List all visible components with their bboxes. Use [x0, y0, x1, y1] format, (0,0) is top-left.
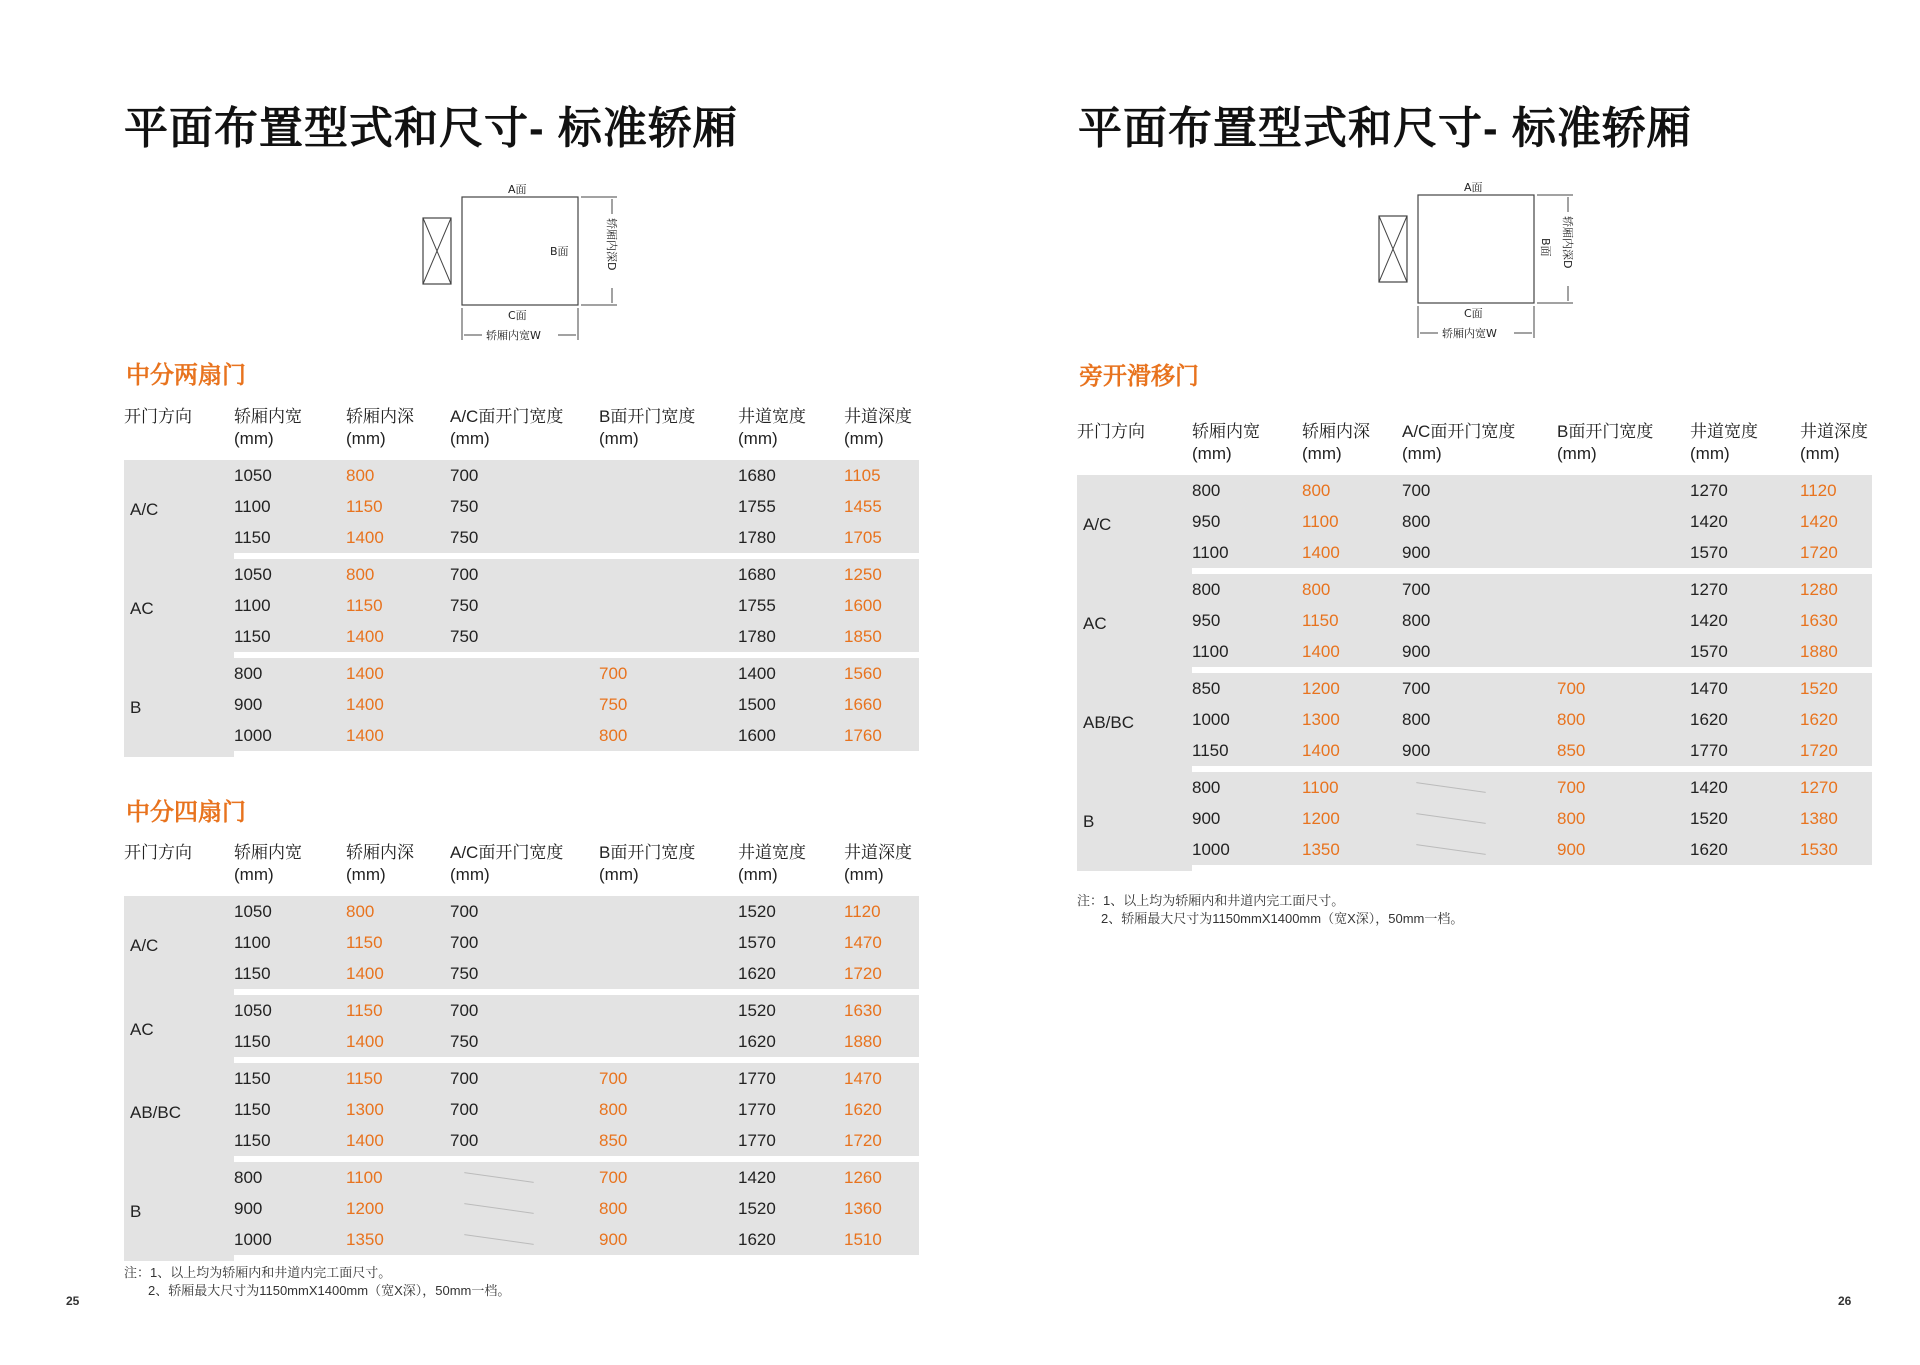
- table-cell: 800: [1402, 605, 1557, 636]
- table-cell: 1455: [844, 491, 919, 522]
- table-cell: 1420: [1800, 506, 1872, 537]
- table-cell: 1755: [738, 491, 844, 522]
- table-row: [124, 927, 919, 958]
- table-cell: 1000: [1192, 834, 1302, 871]
- table-cell: 700: [450, 995, 599, 1026]
- table-row: [124, 590, 919, 621]
- table-cell: [599, 927, 738, 958]
- table-cell: [599, 491, 738, 522]
- table-cell: 1680: [738, 460, 844, 491]
- table-cell: [1557, 605, 1690, 636]
- table-cell: 1280: [1800, 574, 1872, 605]
- table-cell: 1520: [1690, 803, 1800, 834]
- table-cell: 700: [450, 1094, 599, 1125]
- table-cell: 700: [599, 1162, 738, 1193]
- table-cell: 800: [346, 559, 450, 590]
- table-cell: 1100: [1192, 636, 1302, 673]
- table-row: [124, 522, 919, 559]
- table-cell: 1260: [844, 1162, 919, 1193]
- table-row: [1077, 605, 1872, 636]
- table-row: [1077, 574, 1872, 605]
- table-cell: 1600: [738, 720, 844, 757]
- table-cell: 1150: [346, 491, 450, 522]
- table-cell: 1050: [234, 460, 346, 491]
- column-header: 井道宽度 (mm): [738, 843, 806, 884]
- table-cell: 700: [450, 460, 599, 491]
- table-row: [124, 1224, 919, 1261]
- a-face-label: A面: [1464, 181, 1483, 194]
- table-cell: 800: [346, 896, 450, 927]
- table-cell: 700: [1557, 673, 1690, 704]
- table-cell: 1400: [738, 658, 844, 689]
- table-cell: 1780: [738, 522, 844, 559]
- table-cell: 900: [599, 1224, 738, 1261]
- depth-dimension-label: 轿厢内深D: [605, 218, 618, 271]
- table-cell: 1150: [346, 927, 450, 958]
- table-cell: 1850: [844, 621, 919, 658]
- section-title-center-two-panel: 中分两扇门: [126, 362, 246, 389]
- table-cell: 1300: [1302, 704, 1402, 735]
- table-cell: 700: [1402, 673, 1557, 704]
- table-row: [124, 958, 919, 995]
- door-direction-cell: AB/BC: [124, 1063, 234, 1162]
- table-cell: 800: [1557, 704, 1690, 735]
- table-cell: 1720: [1800, 537, 1872, 574]
- table-cell: 1770: [738, 1063, 844, 1094]
- table-cell: 750: [450, 621, 599, 658]
- table-cell: [599, 958, 738, 995]
- table-row: [1077, 673, 1872, 704]
- table-cell: [599, 559, 738, 590]
- column-header: A/C面开门宽度 (mm): [450, 843, 564, 884]
- table-row: [124, 491, 919, 522]
- table-cell: 750: [450, 590, 599, 621]
- table-cell: 1150: [234, 1125, 346, 1162]
- table-cell: 1620: [738, 1224, 844, 1261]
- table-cell: [599, 1026, 738, 1063]
- door-direction-cell: A/C: [1077, 475, 1192, 574]
- table-row: [124, 1026, 919, 1063]
- table-cell: 1000: [1192, 704, 1302, 735]
- c-face-label: C面: [1464, 307, 1483, 320]
- door-direction-cell: AB/BC: [1077, 673, 1192, 772]
- table-cell: 1705: [844, 522, 919, 559]
- column-header: 轿厢内深 (mm): [346, 843, 414, 884]
- table-cell: 1105: [844, 460, 919, 491]
- table-cell: 1420: [1690, 506, 1800, 537]
- a-face-label: A面: [508, 183, 527, 196]
- table-row: [1077, 506, 1872, 537]
- table-cell: 700: [1557, 772, 1690, 803]
- table-cell: 1720: [844, 958, 919, 995]
- table-row: [124, 460, 919, 491]
- door-direction-cell: B: [124, 1162, 234, 1261]
- car-plan-diagram: [1376, 176, 1606, 346]
- table-cell: 1520: [738, 896, 844, 927]
- table-cell: 1150: [346, 1063, 450, 1094]
- table-cell: [450, 1193, 599, 1224]
- page-number: 26: [1838, 1294, 1852, 1308]
- column-header: 井道深度 (mm): [844, 843, 912, 884]
- table-cell: 1560: [844, 658, 919, 689]
- table-cell: 1680: [738, 559, 844, 590]
- right-page: [960, 0, 1920, 1365]
- table-cell: 1150: [346, 995, 450, 1026]
- table-cell: 1570: [1690, 636, 1800, 673]
- spec-table-center-two-panel: [124, 406, 919, 757]
- column-header: 井道宽度 (mm): [738, 407, 806, 448]
- table-cell: [450, 689, 599, 720]
- table-cell: 1050: [234, 559, 346, 590]
- table-cell: [599, 995, 738, 1026]
- footnote: [1077, 892, 1463, 928]
- table-cell: 1150: [234, 958, 346, 995]
- table-cell: [450, 720, 599, 757]
- table-cell: 1620: [738, 1026, 844, 1063]
- table-cell: 1250: [844, 559, 919, 590]
- column-header: 开门方向: [124, 407, 192, 426]
- table-cell: 1400: [1302, 735, 1402, 772]
- table-cell: 950: [1192, 506, 1302, 537]
- table-cell: 800: [346, 460, 450, 491]
- table-cell: 1400: [346, 621, 450, 658]
- table-cell: 700: [599, 658, 738, 689]
- table-cell: 700: [450, 1063, 599, 1094]
- table-cell: 1570: [738, 927, 844, 958]
- spec-table-center-four-panel: [124, 842, 919, 1261]
- table-cell: 750: [450, 958, 599, 995]
- table-cell: 1620: [1690, 704, 1800, 735]
- car-plan-diagram: [420, 178, 650, 348]
- table-cell: 1270: [1690, 475, 1800, 506]
- table-cell: 900: [234, 689, 346, 720]
- table-cell: 1120: [844, 896, 919, 927]
- table-cell: [450, 1162, 599, 1193]
- table-cell: 850: [1192, 673, 1302, 704]
- table-cell: 1400: [346, 958, 450, 995]
- b-face-label: B面: [1539, 238, 1552, 257]
- table-cell: 1350: [1302, 834, 1402, 871]
- table-cell: 800: [1192, 772, 1302, 803]
- table-row: [1077, 475, 1872, 506]
- table-cell: 700: [450, 927, 599, 958]
- table-cell: 1760: [844, 720, 919, 757]
- table-cell: 1620: [844, 1094, 919, 1125]
- width-dimension-label: 轿厢内宽W: [1442, 327, 1497, 340]
- table-cell: 1380: [1800, 803, 1872, 834]
- table-cell: [1402, 803, 1557, 834]
- table-cell: 1360: [844, 1193, 919, 1224]
- table-cell: 1050: [234, 896, 346, 927]
- c-face-label: C面: [508, 309, 527, 322]
- table-row: [1077, 803, 1872, 834]
- table-cell: 1620: [738, 958, 844, 995]
- table-cell: 1350: [346, 1224, 450, 1261]
- table-cell: 800: [1402, 506, 1557, 537]
- table-row: [124, 1193, 919, 1224]
- column-header: B面开门宽度 (mm): [599, 407, 696, 448]
- table-cell: 850: [1557, 735, 1690, 772]
- table-cell: 1660: [844, 689, 919, 720]
- table-cell: 800: [1302, 574, 1402, 605]
- table-cell: 1530: [1800, 834, 1872, 871]
- column-header: 轿厢内宽 (mm): [234, 407, 302, 448]
- table-cell: [450, 1224, 599, 1261]
- table-cell: 1200: [1302, 803, 1402, 834]
- table-cell: 1120: [1800, 475, 1872, 506]
- table-cell: 1620: [1800, 704, 1872, 735]
- table-row: [1077, 636, 1872, 673]
- column-header: 轿厢内深 (mm): [346, 407, 414, 448]
- table-cell: 1570: [1690, 537, 1800, 574]
- column-header: 轿厢内宽 (mm): [1192, 422, 1260, 463]
- column-header: 井道宽度 (mm): [1690, 422, 1758, 463]
- table-cell: 1100: [346, 1162, 450, 1193]
- table-cell: 750: [599, 689, 738, 720]
- b-face-label: B面: [550, 245, 569, 258]
- table-cell: 950: [1192, 605, 1302, 636]
- table-cell: 1300: [346, 1094, 450, 1125]
- table-cell: 1400: [346, 1026, 450, 1063]
- footnote-line-1: 注：1、以上均为轿厢内和井道内完工面尺寸。: [1077, 893, 1345, 908]
- footnote-line-2: 2、轿厢最大尺寸为1150mmX1400mm（宽X深），50mm一档。: [1101, 911, 1464, 926]
- footnote-line-2: 2、轿厢最大尺寸为1150mmX1400mm（宽X深），50mm一档。: [148, 1283, 511, 1298]
- table-cell: 1720: [1800, 735, 1872, 772]
- table-cell: 700: [450, 1125, 599, 1162]
- table-cell: 1770: [738, 1094, 844, 1125]
- table-cell: 1150: [234, 1094, 346, 1125]
- column-header: B面开门宽度 (mm): [1557, 422, 1654, 463]
- table-cell: 1400: [1302, 537, 1402, 574]
- table-cell: [1557, 636, 1690, 673]
- table-cell: 1620: [1690, 834, 1800, 871]
- table-cell: 1050: [234, 995, 346, 1026]
- door-direction-cell: AC: [1077, 574, 1192, 673]
- table-cell: 700: [450, 896, 599, 927]
- table-row: [124, 1063, 919, 1094]
- table-row: [124, 689, 919, 720]
- table-cell: [599, 896, 738, 927]
- table-cell: 750: [450, 491, 599, 522]
- table-cell: 1400: [346, 522, 450, 559]
- table-cell: [1557, 574, 1690, 605]
- table-cell: 800: [1302, 475, 1402, 506]
- door-direction-cell: B: [124, 658, 234, 757]
- table-cell: 1150: [234, 1063, 346, 1094]
- section-title-center-four-panel: 中分四扇门: [126, 799, 246, 826]
- table-cell: 900: [1557, 834, 1690, 871]
- table-cell: [1557, 475, 1690, 506]
- table-cell: 1100: [234, 491, 346, 522]
- table-cell: 1630: [844, 995, 919, 1026]
- page-title: 平面布置型式和尺寸- 标准轿厢: [124, 104, 738, 153]
- table-cell: 1630: [1800, 605, 1872, 636]
- table-cell: 800: [1192, 475, 1302, 506]
- table-cell: 700: [1402, 475, 1557, 506]
- table-cell: 800: [599, 1193, 738, 1224]
- table-row: [124, 720, 919, 757]
- table-cell: 1470: [844, 1063, 919, 1094]
- table-row: [1077, 704, 1872, 735]
- table-cell: [1402, 772, 1557, 803]
- table-cell: 900: [1402, 636, 1557, 673]
- table-cell: 1400: [1302, 636, 1402, 673]
- table-cell: 700: [450, 559, 599, 590]
- footnote: [124, 1264, 510, 1300]
- table-cell: 1510: [844, 1224, 919, 1261]
- table-cell: [599, 522, 738, 559]
- table-cell: 1420: [1690, 772, 1800, 803]
- column-header: 轿厢内深 (mm): [1302, 422, 1370, 463]
- page-title: 平面布置型式和尺寸- 标准轿厢: [1078, 104, 1692, 153]
- table-row: [124, 658, 919, 689]
- section-title-side-sliding: 旁开滑移门: [1079, 363, 1199, 390]
- table-cell: 800: [599, 720, 738, 757]
- table-cell: 1100: [234, 927, 346, 958]
- table-cell: 1420: [1690, 605, 1800, 636]
- table-cell: 1150: [346, 590, 450, 621]
- table-row: [124, 1125, 919, 1162]
- table-cell: 1520: [1800, 673, 1872, 704]
- depth-dimension-label: 轿厢内深D: [1561, 216, 1574, 269]
- table-row: [124, 995, 919, 1026]
- spec-table-side-sliding: [1077, 421, 1872, 871]
- column-header: 开门方向: [124, 843, 192, 862]
- table-cell: 1270: [1800, 772, 1872, 803]
- table-row: [124, 621, 919, 658]
- table-cell: 1770: [1690, 735, 1800, 772]
- table-cell: 1150: [1302, 605, 1402, 636]
- table-cell: 1400: [346, 658, 450, 689]
- table-cell: 1470: [844, 927, 919, 958]
- car-outline: [1418, 195, 1534, 303]
- table-cell: 1400: [346, 720, 450, 757]
- column-header: A/C面开门宽度 (mm): [1402, 422, 1516, 463]
- column-header: A/C面开门宽度 (mm): [450, 407, 564, 448]
- table-cell: 800: [234, 1162, 346, 1193]
- column-header: 轿厢内宽 (mm): [234, 843, 302, 884]
- table-cell: 1420: [738, 1162, 844, 1193]
- door-direction-cell: AC: [124, 995, 234, 1063]
- table-cell: 1600: [844, 590, 919, 621]
- footnote-line-1: 注：1、以上均为轿厢内和井道内完工面尺寸。: [124, 1265, 392, 1280]
- page-number: 25: [66, 1294, 80, 1308]
- table-row: [1077, 735, 1872, 772]
- table-cell: 1880: [1800, 636, 1872, 673]
- table-cell: 900: [1402, 537, 1557, 574]
- table-cell: 1100: [1302, 772, 1402, 803]
- table-cell: 1200: [346, 1193, 450, 1224]
- table-row: [124, 559, 919, 590]
- table-cell: 1755: [738, 590, 844, 621]
- table-cell: 800: [234, 658, 346, 689]
- table-row: [1077, 834, 1872, 871]
- door-direction-cell: A/C: [124, 896, 234, 995]
- table-cell: 900: [234, 1193, 346, 1224]
- door-direction-cell: B: [1077, 772, 1192, 871]
- column-header: B面开门宽度 (mm): [599, 843, 696, 884]
- table-cell: 750: [450, 1026, 599, 1063]
- table-cell: [450, 658, 599, 689]
- table-cell: 1200: [1302, 673, 1402, 704]
- table-cell: 800: [1557, 803, 1690, 834]
- table-cell: 1500: [738, 689, 844, 720]
- table-cell: 1150: [234, 522, 346, 559]
- column-header: 井道深度 (mm): [1800, 422, 1868, 463]
- table-cell: 1520: [738, 995, 844, 1026]
- table-row: [1077, 772, 1872, 803]
- table-cell: [599, 460, 738, 491]
- table-cell: 1100: [1302, 506, 1402, 537]
- table-cell: 800: [599, 1094, 738, 1125]
- table-cell: [1557, 537, 1690, 574]
- table-cell: 1000: [234, 1224, 346, 1261]
- table-cell: 700: [1402, 574, 1557, 605]
- table-row: [124, 896, 919, 927]
- table-row: [124, 1162, 919, 1193]
- table-cell: [1402, 834, 1557, 871]
- table-cell: 900: [1192, 803, 1302, 834]
- table-cell: 800: [1402, 704, 1557, 735]
- table-cell: 900: [1402, 735, 1557, 772]
- column-header: 井道深度 (mm): [844, 407, 912, 448]
- table-cell: 1400: [346, 1125, 450, 1162]
- table-cell: 850: [599, 1125, 738, 1162]
- table-cell: 700: [599, 1063, 738, 1094]
- table-cell: 1270: [1690, 574, 1800, 605]
- door-direction-cell: A/C: [124, 460, 234, 559]
- table-cell: [1557, 506, 1690, 537]
- table-cell: 800: [1192, 574, 1302, 605]
- width-dimension-label: 轿厢内宽W: [486, 329, 541, 342]
- table-cell: 1100: [234, 590, 346, 621]
- table-cell: [599, 590, 738, 621]
- table-cell: 1780: [738, 621, 844, 658]
- table-cell: 1520: [738, 1193, 844, 1224]
- table-cell: 1150: [1192, 735, 1302, 772]
- table-row: [124, 1094, 919, 1125]
- table-cell: 1150: [234, 621, 346, 658]
- table-cell: 1470: [1690, 673, 1800, 704]
- column-header: 开门方向: [1077, 422, 1145, 441]
- table-cell: 1400: [346, 689, 450, 720]
- table-cell: 750: [450, 522, 599, 559]
- table-row: [1077, 537, 1872, 574]
- table-cell: 1880: [844, 1026, 919, 1063]
- table-cell: 1150: [234, 1026, 346, 1063]
- table-cell: 1770: [738, 1125, 844, 1162]
- table-cell: 1720: [844, 1125, 919, 1162]
- table-cell: 1100: [1192, 537, 1302, 574]
- door-direction-cell: AC: [124, 559, 234, 658]
- table-cell: 1000: [234, 720, 346, 757]
- table-cell: [599, 621, 738, 658]
